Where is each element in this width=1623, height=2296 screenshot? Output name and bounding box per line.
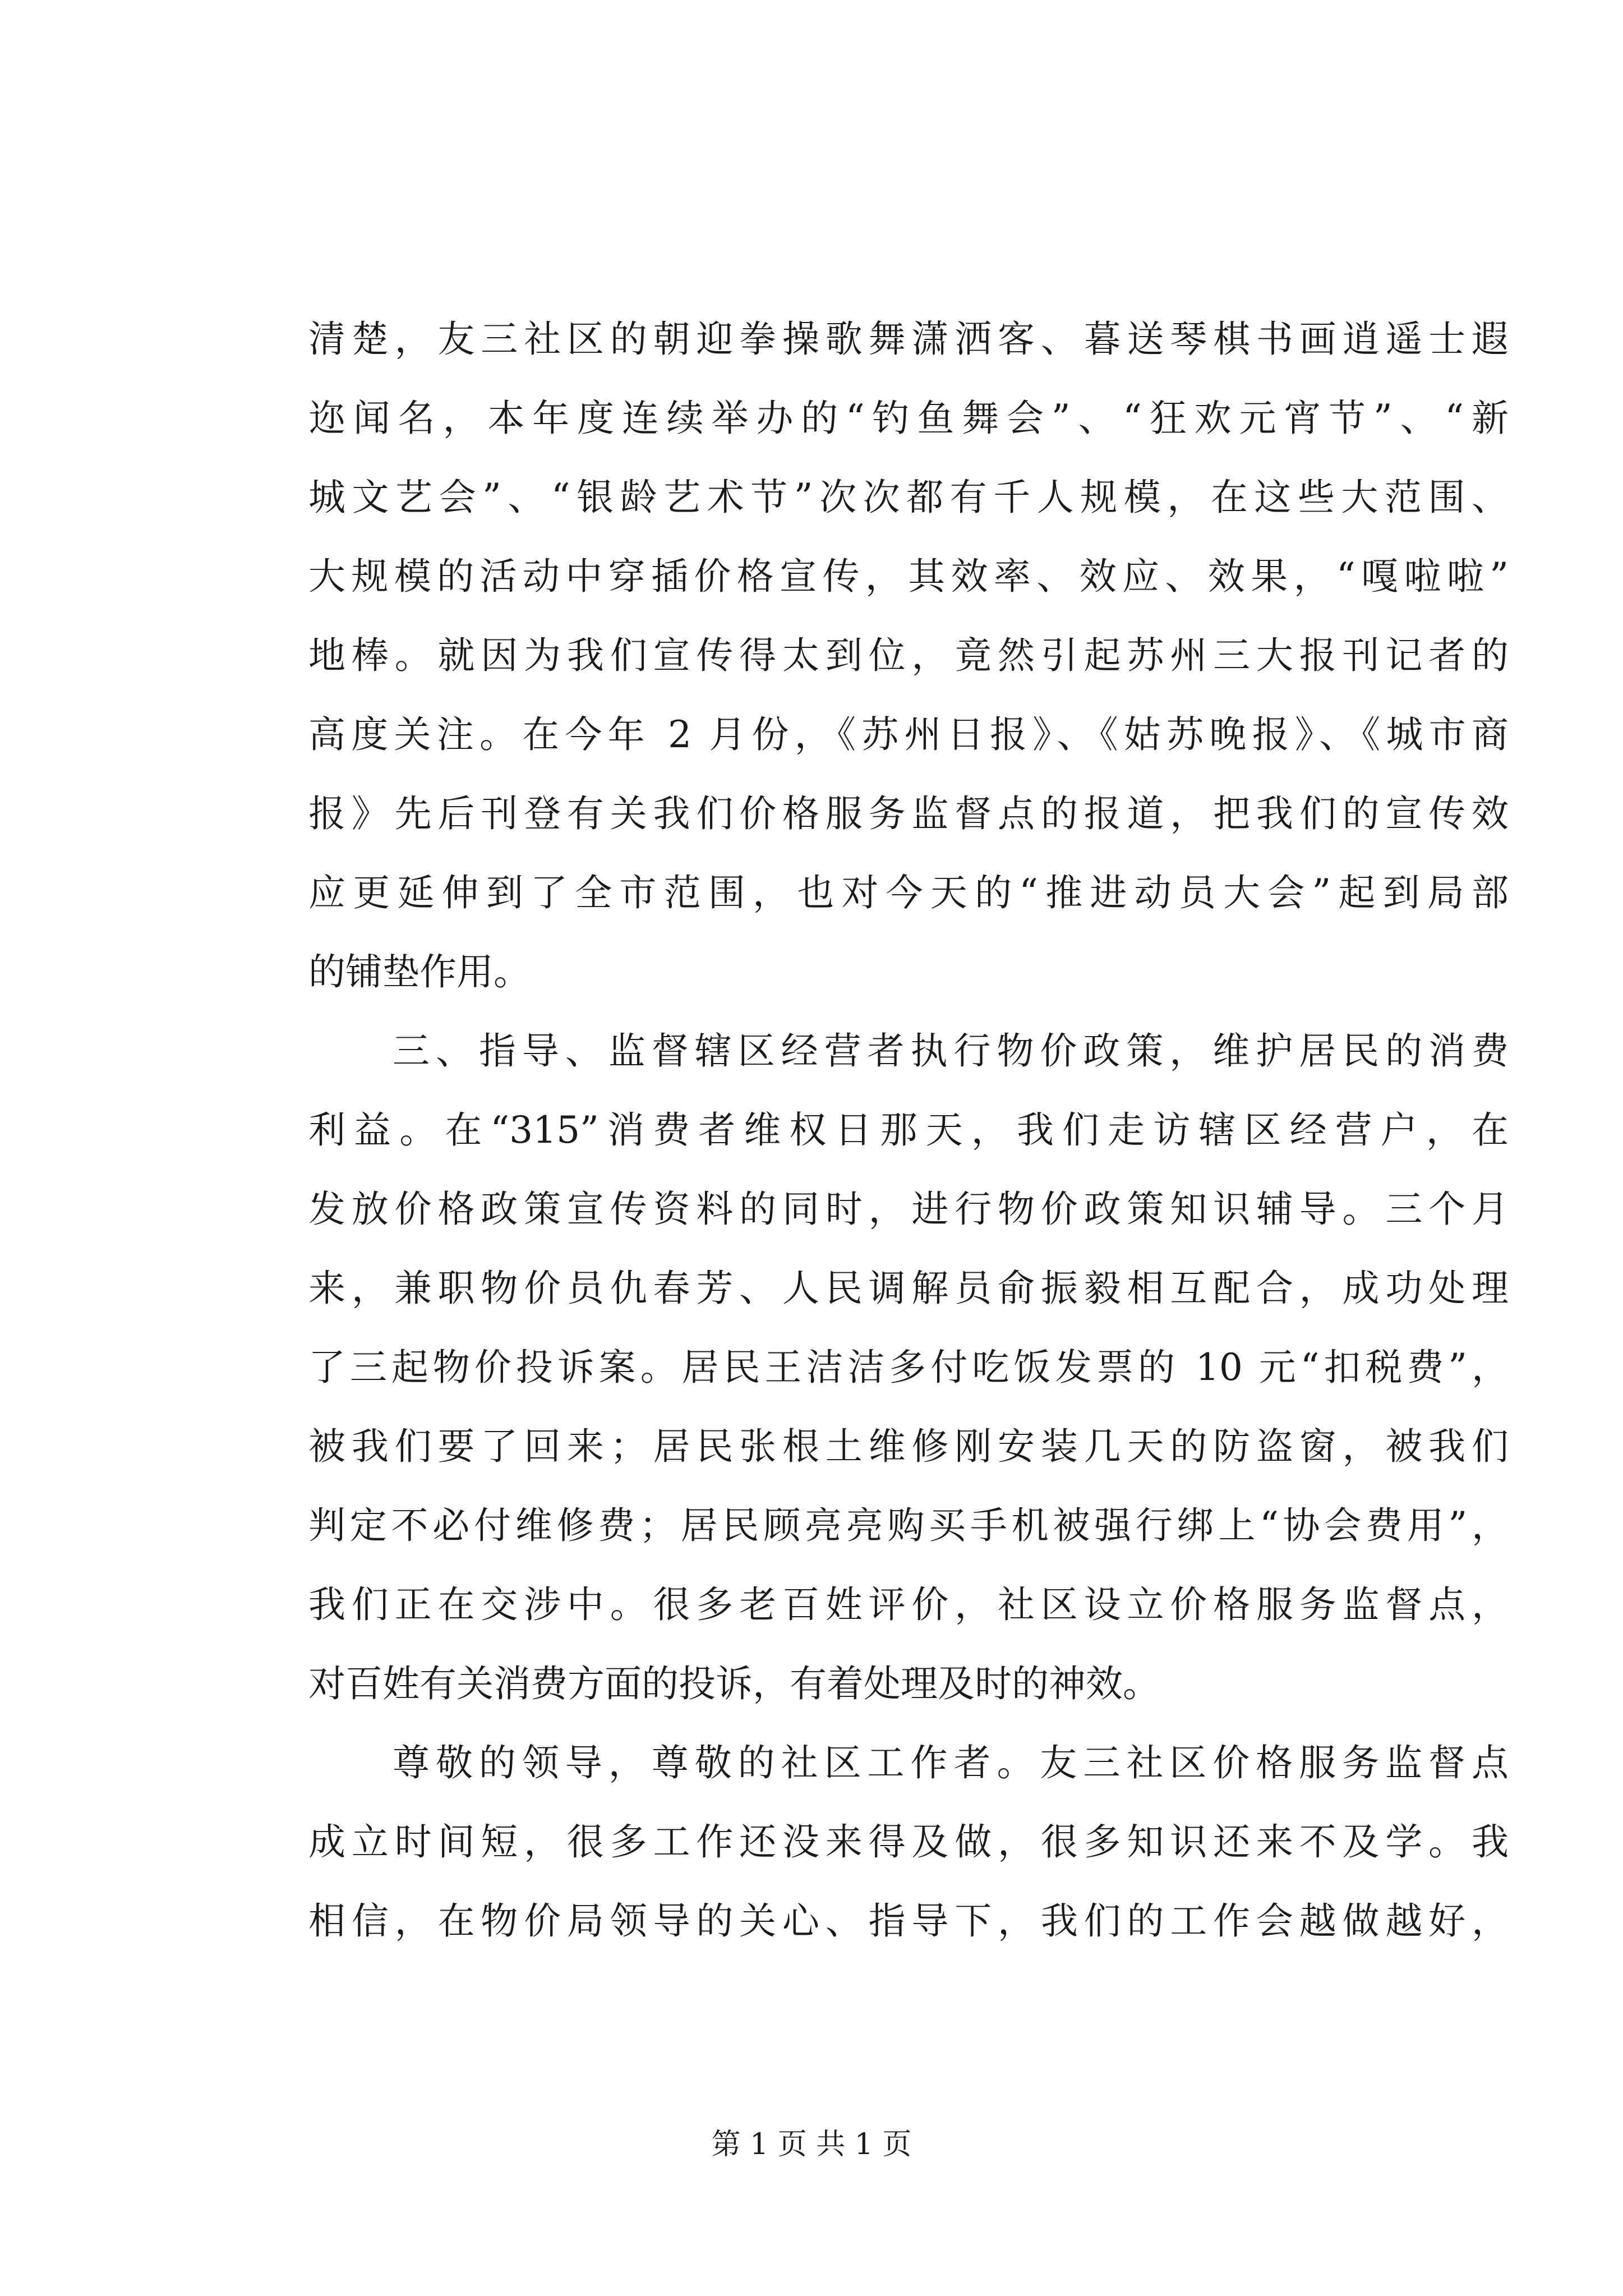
paragraph-line: 清楚，友三社区的朝迎拳操歌舞潇洒客、暮送琴棋书画逍遥士遐 (308, 318, 1509, 361)
paragraph-line: 利益。在“315”消费者维权日那天，我们走访辖区经营户，在 (308, 1108, 1509, 1152)
paragraph-line: 成立时间短，很多工作还没来得及做，很多知识还来不及学。我 (308, 1820, 1509, 1864)
paragraph-line: 大规模的活动中穿插价格宣传，其效率、效应、效果，“嘎啦啦” (308, 555, 1509, 598)
paragraph-line: 来，兼职物价员仇春芳、人民调解员俞振毅相互配合，成功处理 (308, 1267, 1509, 1310)
section-heading-line: 三、指导、监督辖区经营者执行物价政策，维护居民的消费 (393, 1029, 1509, 1073)
paragraph-line: 判定不必付维修费；居民顾亮亮购买手机被强行绑上“协会费用”， (308, 1504, 1509, 1547)
paragraph-line: 对百姓有关消费方面的投诉，有着处理及时的神效。 (308, 1662, 1160, 1705)
paragraph-line: 迩闻名，本年度连续举办的“钓鱼舞会”、“狂欢元宵节”、“新 (308, 397, 1509, 440)
paragraph-line: 高度关注。在今年 2 月份，《苏州日报》、《姑苏晚报》、《城市商 (308, 713, 1509, 756)
paragraph-line: 了三起物价投诉案。居民王洁洁多付吃饭发票的 10 元“扣税费”， (308, 1346, 1509, 1389)
paragraph-line: 被我们要了回来；居民张根土维修刚安装几天的防盗窗，被我们 (308, 1425, 1509, 1468)
paragraph-line: 尊敬的领导，尊敬的社区工作者。友三社区价格服务监督点 (393, 1741, 1509, 1784)
paragraph-line: 地棒。就因为我们宣传得太到位，竟然引起苏州三大报刊记者的 (308, 634, 1509, 677)
paragraph-line: 相信，在物价局领导的关心、指导下，我们的工作会越做越好， (308, 1899, 1509, 1943)
paragraph-line: 报》先后刊登有关我们价格服务监督点的报道，把我们的宣传效 (308, 792, 1509, 835)
paragraph-line: 我们正在交涉中。很多老百姓评价，社区设立价格服务监督点， (308, 1583, 1509, 1626)
page-footer: 第 1 页 共 1 页 (711, 2128, 912, 2161)
paragraph-line: 发放价格政策宣传资料的同时，进行物价政策知识辅导。三个月 (308, 1188, 1509, 1231)
paragraph-line: 应更延伸到了全市范围，也对今天的“推进动员大会”起到局部 (308, 871, 1509, 914)
paragraph-line: 城文艺会”、“银龄艺术节”次次都有千人规模，在这些大范围、 (308, 476, 1509, 519)
paragraph-line: 的铺垫作用。 (308, 950, 531, 993)
